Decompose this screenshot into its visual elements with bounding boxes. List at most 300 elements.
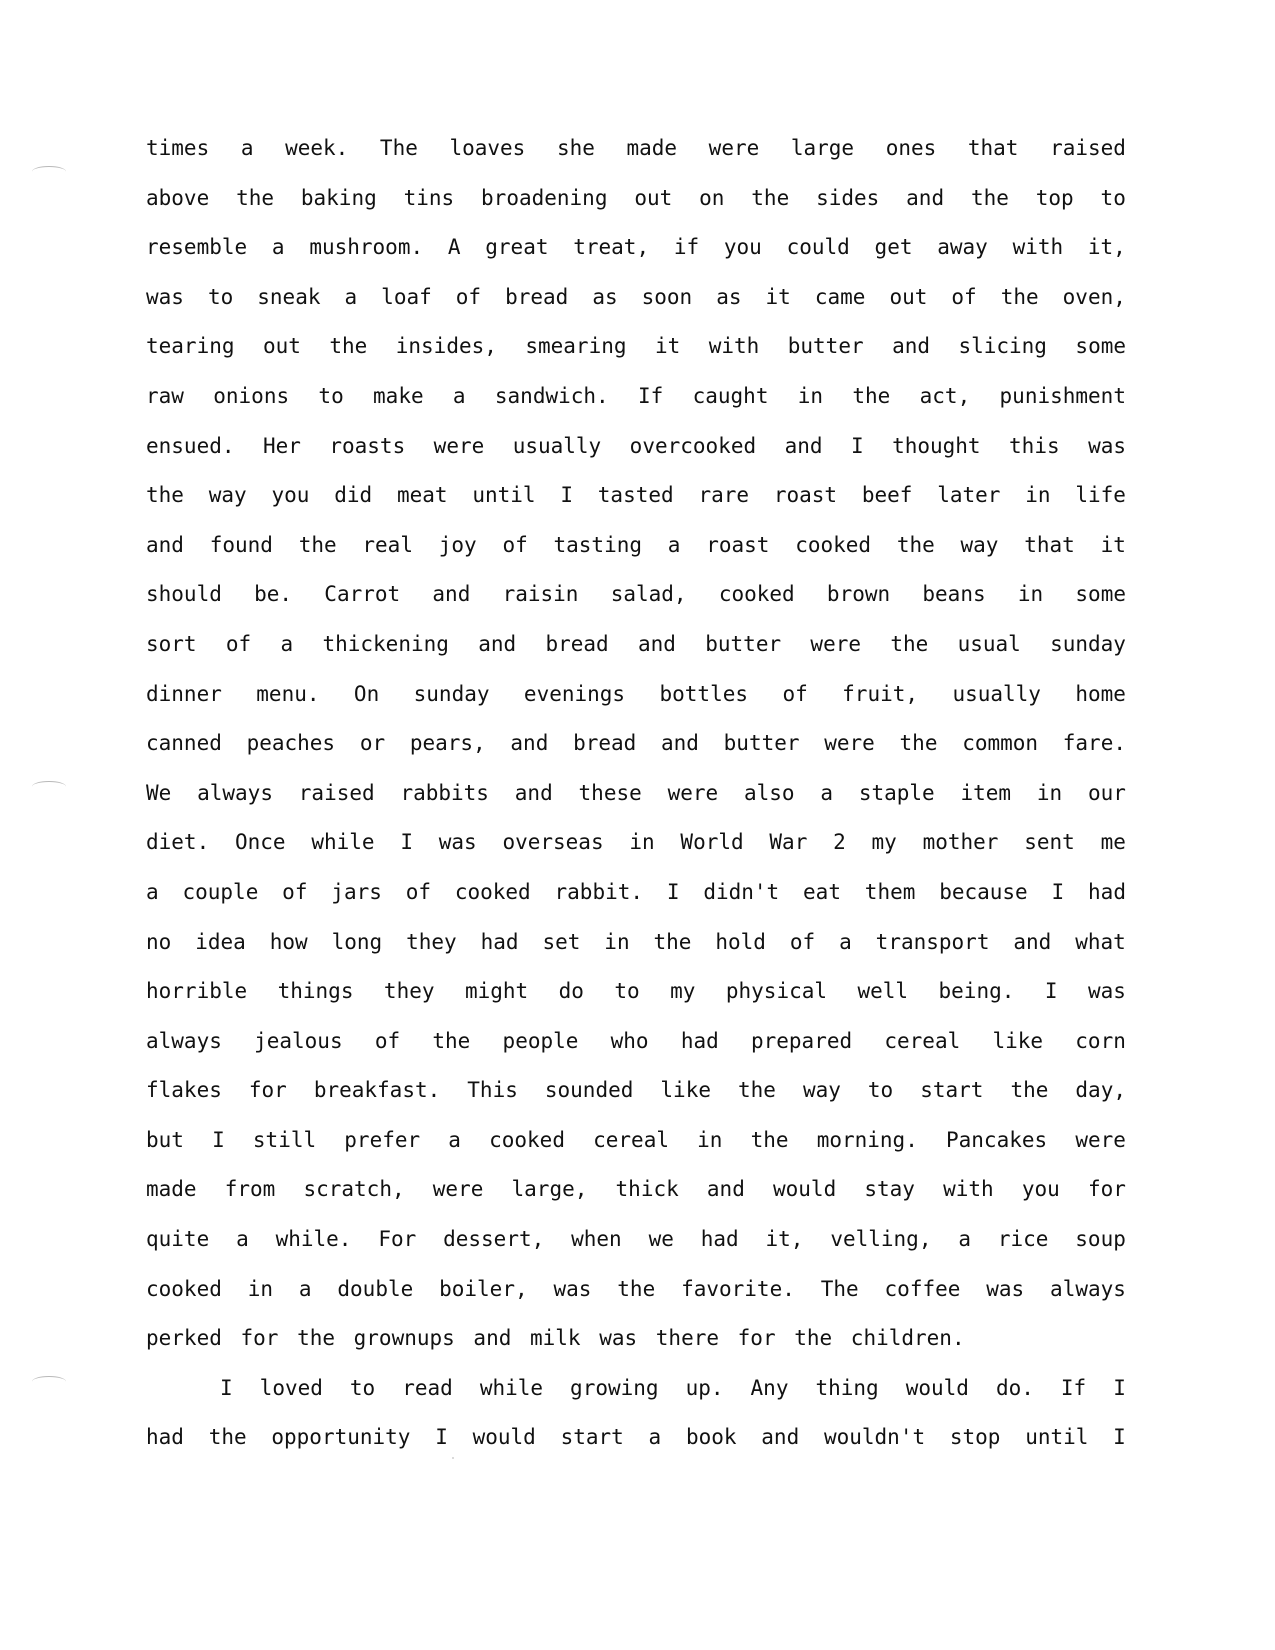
- word: in: [1036, 780, 1063, 805]
- word: sneak: [257, 284, 321, 309]
- word: wouldn't: [823, 1425, 926, 1450]
- text-line: [146, 1017, 1126, 1067]
- word: what: [1075, 929, 1126, 954]
- word: were: [432, 1177, 484, 1202]
- word: butter: [787, 334, 864, 359]
- word: a: [839, 929, 852, 954]
- word: didn't: [703, 879, 780, 904]
- word: was: [1088, 433, 1126, 458]
- word: double: [337, 1276, 414, 1301]
- word: to: [349, 1375, 376, 1400]
- word: you: [1021, 1177, 1060, 1202]
- word: while: [479, 1375, 544, 1400]
- word: bread: [573, 731, 637, 756]
- word: to: [318, 383, 344, 408]
- word: roast: [706, 532, 770, 557]
- word: bread: [545, 631, 609, 656]
- word: jealous: [254, 1028, 343, 1053]
- word: a: [236, 1227, 249, 1252]
- word: velling,: [830, 1227, 932, 1252]
- word: I: [1113, 1375, 1126, 1400]
- word: way: [960, 532, 999, 557]
- word: because: [939, 879, 1028, 904]
- word: out: [889, 284, 928, 309]
- word: like: [660, 1078, 711, 1103]
- word: while: [311, 830, 375, 855]
- word: quite: [146, 1227, 210, 1252]
- word: Once: [234, 830, 286, 855]
- word: the: [1010, 1078, 1049, 1103]
- word: should: [146, 582, 222, 607]
- word: real: [362, 532, 413, 557]
- word: I: [560, 483, 573, 508]
- word: soon: [641, 284, 693, 309]
- text-line: [146, 1413, 1126, 1463]
- word: a: [146, 879, 159, 904]
- text-line: [146, 1116, 1126, 1166]
- text-line: [146, 918, 1126, 968]
- word: but: [146, 1127, 184, 1152]
- word: meat: [396, 483, 448, 508]
- word: had: [1088, 879, 1126, 904]
- word: scratch,: [303, 1177, 405, 1202]
- word: to: [1100, 185, 1126, 210]
- word: cooked: [146, 1276, 222, 1301]
- word: cooked: [718, 582, 795, 607]
- word: dinner: [146, 681, 222, 706]
- word: of: [789, 929, 816, 954]
- word: the: [1000, 284, 1039, 309]
- word: later: [937, 483, 1001, 508]
- word: had: [146, 1425, 184, 1450]
- word: and: [510, 731, 549, 756]
- text-line: [146, 719, 1126, 769]
- word: This: [467, 1078, 518, 1103]
- word: menu.: [256, 681, 320, 706]
- punch-hole-mark-bottom: [32, 1376, 66, 1387]
- word: and: [706, 1177, 745, 1202]
- word: and: [638, 631, 676, 656]
- word: a: [667, 532, 681, 557]
- word: sent: [1024, 830, 1075, 855]
- word: that: [967, 136, 1019, 160]
- word: be.: [254, 582, 293, 607]
- word: Carrot: [324, 582, 401, 607]
- word: fare.: [1062, 731, 1126, 756]
- word: onions: [213, 383, 290, 408]
- word: joy: [438, 532, 477, 557]
- word: were: [708, 136, 760, 160]
- word: smearing: [525, 334, 627, 359]
- word: the: [751, 185, 790, 210]
- word: beef: [861, 483, 913, 508]
- word: sides: [816, 185, 880, 210]
- word: I: [400, 830, 413, 855]
- word: loaf: [381, 284, 432, 309]
- word: had: [680, 1028, 719, 1053]
- word: tearing: [146, 334, 235, 359]
- word: of: [405, 879, 431, 904]
- word: cooked: [489, 1127, 565, 1152]
- word: punishment: [999, 383, 1126, 408]
- word: get: [874, 235, 913, 260]
- word: sounded: [544, 1078, 634, 1103]
- word: long: [331, 929, 383, 954]
- word: rabbit.: [554, 879, 644, 904]
- word: tins: [403, 185, 455, 210]
- word: roast: [773, 483, 838, 508]
- word: a: [448, 1127, 461, 1152]
- word: thick: [615, 1177, 679, 1202]
- word: make: [373, 383, 424, 408]
- text-line: [146, 422, 1126, 472]
- word: baking: [300, 185, 377, 210]
- word: this: [1009, 433, 1060, 458]
- text-line: [146, 1066, 1126, 1116]
- word: stay: [864, 1177, 915, 1202]
- word: and: [761, 1425, 800, 1450]
- word: was: [146, 284, 184, 309]
- word: in: [1017, 582, 1044, 607]
- word: set: [542, 929, 581, 954]
- word: I: [1113, 1425, 1126, 1450]
- word: how: [269, 929, 308, 954]
- word: found: [209, 532, 273, 557]
- word: couple: [182, 879, 259, 904]
- word: as: [592, 284, 618, 309]
- word: and: [146, 532, 184, 557]
- word: it,: [765, 1227, 804, 1252]
- word: 2: [833, 830, 846, 855]
- word: of: [502, 532, 528, 557]
- word: the: [890, 631, 929, 656]
- word: sunday: [413, 681, 490, 706]
- word: with: [943, 1177, 994, 1202]
- word: and: [478, 631, 517, 656]
- word: roasts: [329, 433, 406, 458]
- word: broadening: [481, 185, 608, 210]
- word: I: [1051, 879, 1065, 904]
- word: a: [280, 631, 294, 656]
- text-line: [146, 1265, 1126, 1315]
- word: Her: [262, 433, 301, 458]
- word: the: [970, 185, 1009, 210]
- word: were: [810, 631, 861, 656]
- word: would: [773, 1177, 837, 1202]
- word: away: [937, 235, 988, 260]
- word: rice: [997, 1227, 1049, 1252]
- word: was: [438, 830, 477, 855]
- word: and: [661, 731, 699, 756]
- word: thing: [815, 1375, 879, 1400]
- word: the: [750, 1127, 789, 1152]
- word: thought: [892, 433, 981, 458]
- text-line: [146, 521, 1126, 571]
- word: I: [220, 1375, 233, 1400]
- word: were: [824, 731, 875, 756]
- word: to: [614, 979, 640, 1004]
- word: we: [648, 1227, 674, 1252]
- word: staple: [858, 780, 935, 805]
- text-line: [146, 1165, 1126, 1215]
- word: the: [653, 929, 692, 954]
- word: sunday: [1050, 631, 1126, 656]
- word: pears,: [409, 731, 486, 756]
- word: usually: [952, 681, 1041, 706]
- text-line: [146, 1215, 1126, 1265]
- word: our: [1087, 780, 1126, 805]
- word: I: [850, 433, 864, 458]
- word: were: [433, 433, 485, 458]
- word: for: [248, 1078, 287, 1103]
- word: them: [864, 879, 916, 904]
- word: large: [790, 136, 855, 160]
- word: favorite.: [681, 1276, 795, 1301]
- word: hold: [715, 929, 766, 954]
- word: growing: [570, 1375, 659, 1400]
- text-line: [146, 818, 1126, 868]
- text-line: [146, 174, 1126, 224]
- word: being.: [938, 979, 1015, 1004]
- word: prefer: [344, 1127, 421, 1152]
- word: We: [146, 780, 172, 805]
- word: canned: [146, 731, 222, 756]
- word: item: [960, 780, 1012, 805]
- word: do.: [995, 1375, 1034, 1400]
- word: was: [986, 1276, 1025, 1301]
- word: in: [604, 929, 630, 954]
- word: read: [402, 1375, 453, 1400]
- word: transport: [875, 929, 990, 954]
- word: and: [892, 334, 930, 359]
- word: tasting: [553, 532, 643, 557]
- word: who: [610, 1028, 649, 1053]
- word: they: [383, 979, 435, 1004]
- word: in: [1025, 483, 1051, 508]
- text-line: [146, 124, 1126, 174]
- word: overcooked: [629, 433, 757, 458]
- word: The: [820, 1276, 859, 1301]
- word: times: [146, 136, 210, 160]
- word: cereal: [593, 1127, 669, 1152]
- body-text: [146, 124, 1126, 1463]
- word: I: [435, 1425, 448, 1450]
- word: mushroom.: [309, 235, 424, 260]
- word: to: [207, 284, 234, 309]
- word: common: [962, 731, 1039, 756]
- word: opportunity: [271, 1425, 411, 1450]
- word: and: [1013, 929, 1052, 954]
- word: cooked: [795, 532, 872, 557]
- word: week.: [285, 136, 349, 160]
- word: cereal: [884, 1028, 961, 1053]
- word: breakfast.: [313, 1078, 441, 1103]
- word: the: [738, 1078, 776, 1103]
- word: the: [896, 532, 935, 557]
- word: book: [685, 1425, 737, 1450]
- word: the: [617, 1276, 656, 1301]
- word: evenings: [523, 681, 626, 706]
- text-line: [146, 570, 1126, 620]
- word: the: [236, 185, 275, 210]
- word: corn: [1075, 1028, 1126, 1053]
- word: until: [472, 483, 536, 508]
- word: above: [146, 185, 210, 210]
- word: salad,: [610, 582, 687, 607]
- word: of: [782, 681, 808, 706]
- word: had: [700, 1227, 739, 1252]
- word: life: [1075, 483, 1126, 508]
- word: while.: [275, 1227, 352, 1252]
- text-line: perked for the grownups and milk was there for the children.: [146, 1326, 965, 1351]
- word: of: [374, 1028, 401, 1053]
- word: resemble: [146, 235, 248, 260]
- word: If: [1060, 1375, 1087, 1400]
- word: in: [247, 1276, 274, 1301]
- word: World: [680, 830, 744, 855]
- word: raw: [146, 383, 184, 408]
- word: do: [558, 979, 584, 1004]
- word: idea: [195, 929, 246, 954]
- word: oven,: [1062, 284, 1126, 309]
- word: came: [814, 284, 866, 309]
- word: a: [240, 136, 254, 160]
- word: could: [786, 235, 850, 260]
- word: on: [699, 185, 725, 210]
- word: caught: [692, 383, 769, 408]
- word: raisin: [502, 582, 579, 607]
- word: would: [472, 1425, 536, 1450]
- word: and: [784, 433, 823, 458]
- word: things: [277, 979, 354, 1004]
- text-line: [146, 471, 1126, 521]
- word: to: [867, 1078, 894, 1103]
- word: raised: [298, 780, 375, 805]
- word: a: [820, 780, 833, 805]
- word: these: [578, 780, 642, 805]
- word: with: [1012, 235, 1064, 260]
- word: soup: [1075, 1227, 1126, 1252]
- word: it,: [1087, 235, 1126, 260]
- word: always: [197, 780, 273, 805]
- word: loved: [259, 1375, 323, 1400]
- text-line: [146, 670, 1126, 720]
- text-line: [146, 620, 1126, 670]
- word: brown: [826, 582, 891, 607]
- word: boiler,: [439, 1276, 528, 1301]
- word: my: [670, 979, 696, 1004]
- word: Pancakes: [946, 1127, 1048, 1152]
- word: always: [146, 1028, 222, 1053]
- word: it: [765, 284, 791, 309]
- word: jars: [331, 879, 382, 904]
- word: in: [697, 1127, 723, 1152]
- word: On: [353, 681, 380, 706]
- word: mother: [922, 830, 999, 855]
- word: would: [905, 1375, 969, 1400]
- word: if: [673, 235, 700, 260]
- word: day,: [1075, 1078, 1126, 1103]
- word: butter: [705, 631, 782, 656]
- text-line: [146, 868, 1126, 918]
- word: a: [271, 235, 285, 260]
- word: in: [797, 383, 824, 408]
- word: top: [1035, 185, 1074, 210]
- word: For: [378, 1227, 417, 1252]
- text-line: [146, 769, 1126, 819]
- word: of: [951, 284, 977, 309]
- word: were: [1075, 1127, 1126, 1152]
- word: some: [1075, 582, 1126, 607]
- word: as: [716, 284, 742, 309]
- word: the: [329, 334, 368, 359]
- word: thickening: [322, 631, 449, 656]
- word: butter: [723, 731, 800, 756]
- punch-hole-mark-middle: [32, 781, 66, 792]
- word: A: [447, 235, 461, 260]
- word: bottles: [659, 681, 749, 706]
- text-line: [146, 372, 1126, 422]
- word: it: [1100, 532, 1126, 557]
- word: the: [899, 731, 938, 756]
- word: slicing: [958, 334, 1047, 359]
- word: way: [208, 483, 247, 508]
- word: way: [802, 1078, 841, 1103]
- word: of: [455, 284, 482, 309]
- word: when: [571, 1227, 622, 1252]
- word: The: [379, 136, 418, 160]
- word: the: [208, 1425, 247, 1450]
- word: well: [857, 979, 909, 1004]
- word: usual: [957, 631, 1021, 656]
- word: a: [298, 1276, 312, 1301]
- word: might: [464, 979, 529, 1004]
- word: loaves: [449, 136, 526, 160]
- word: for: [1087, 1177, 1126, 1202]
- word: from: [224, 1177, 276, 1202]
- word: and: [432, 582, 471, 607]
- word: some: [1075, 334, 1126, 359]
- word: the: [432, 1028, 471, 1053]
- word: the: [146, 483, 184, 508]
- word: you: [271, 483, 310, 508]
- word: bread: [505, 284, 569, 309]
- word: no: [146, 929, 172, 954]
- word: flakes: [146, 1078, 222, 1103]
- word: overseas: [502, 830, 604, 855]
- word: was: [1087, 979, 1126, 1004]
- word: until: [1025, 1425, 1089, 1450]
- word: sandwich.: [494, 383, 609, 408]
- word: start: [920, 1078, 984, 1103]
- word: a: [648, 1425, 662, 1450]
- word: act,: [919, 383, 971, 408]
- word: raised: [1050, 136, 1126, 160]
- word: eat: [803, 879, 841, 904]
- word: the: [852, 383, 891, 408]
- word: home: [1075, 681, 1126, 706]
- text-line: [146, 1364, 1126, 1414]
- word: treat,: [573, 235, 650, 260]
- word: ones: [885, 136, 937, 160]
- word: start: [560, 1425, 624, 1450]
- word: still: [252, 1127, 317, 1152]
- word: stop: [949, 1425, 1001, 1450]
- word: great: [485, 235, 549, 260]
- word: always: [1050, 1276, 1126, 1301]
- word: my: [871, 830, 897, 855]
- word: the: [298, 532, 337, 557]
